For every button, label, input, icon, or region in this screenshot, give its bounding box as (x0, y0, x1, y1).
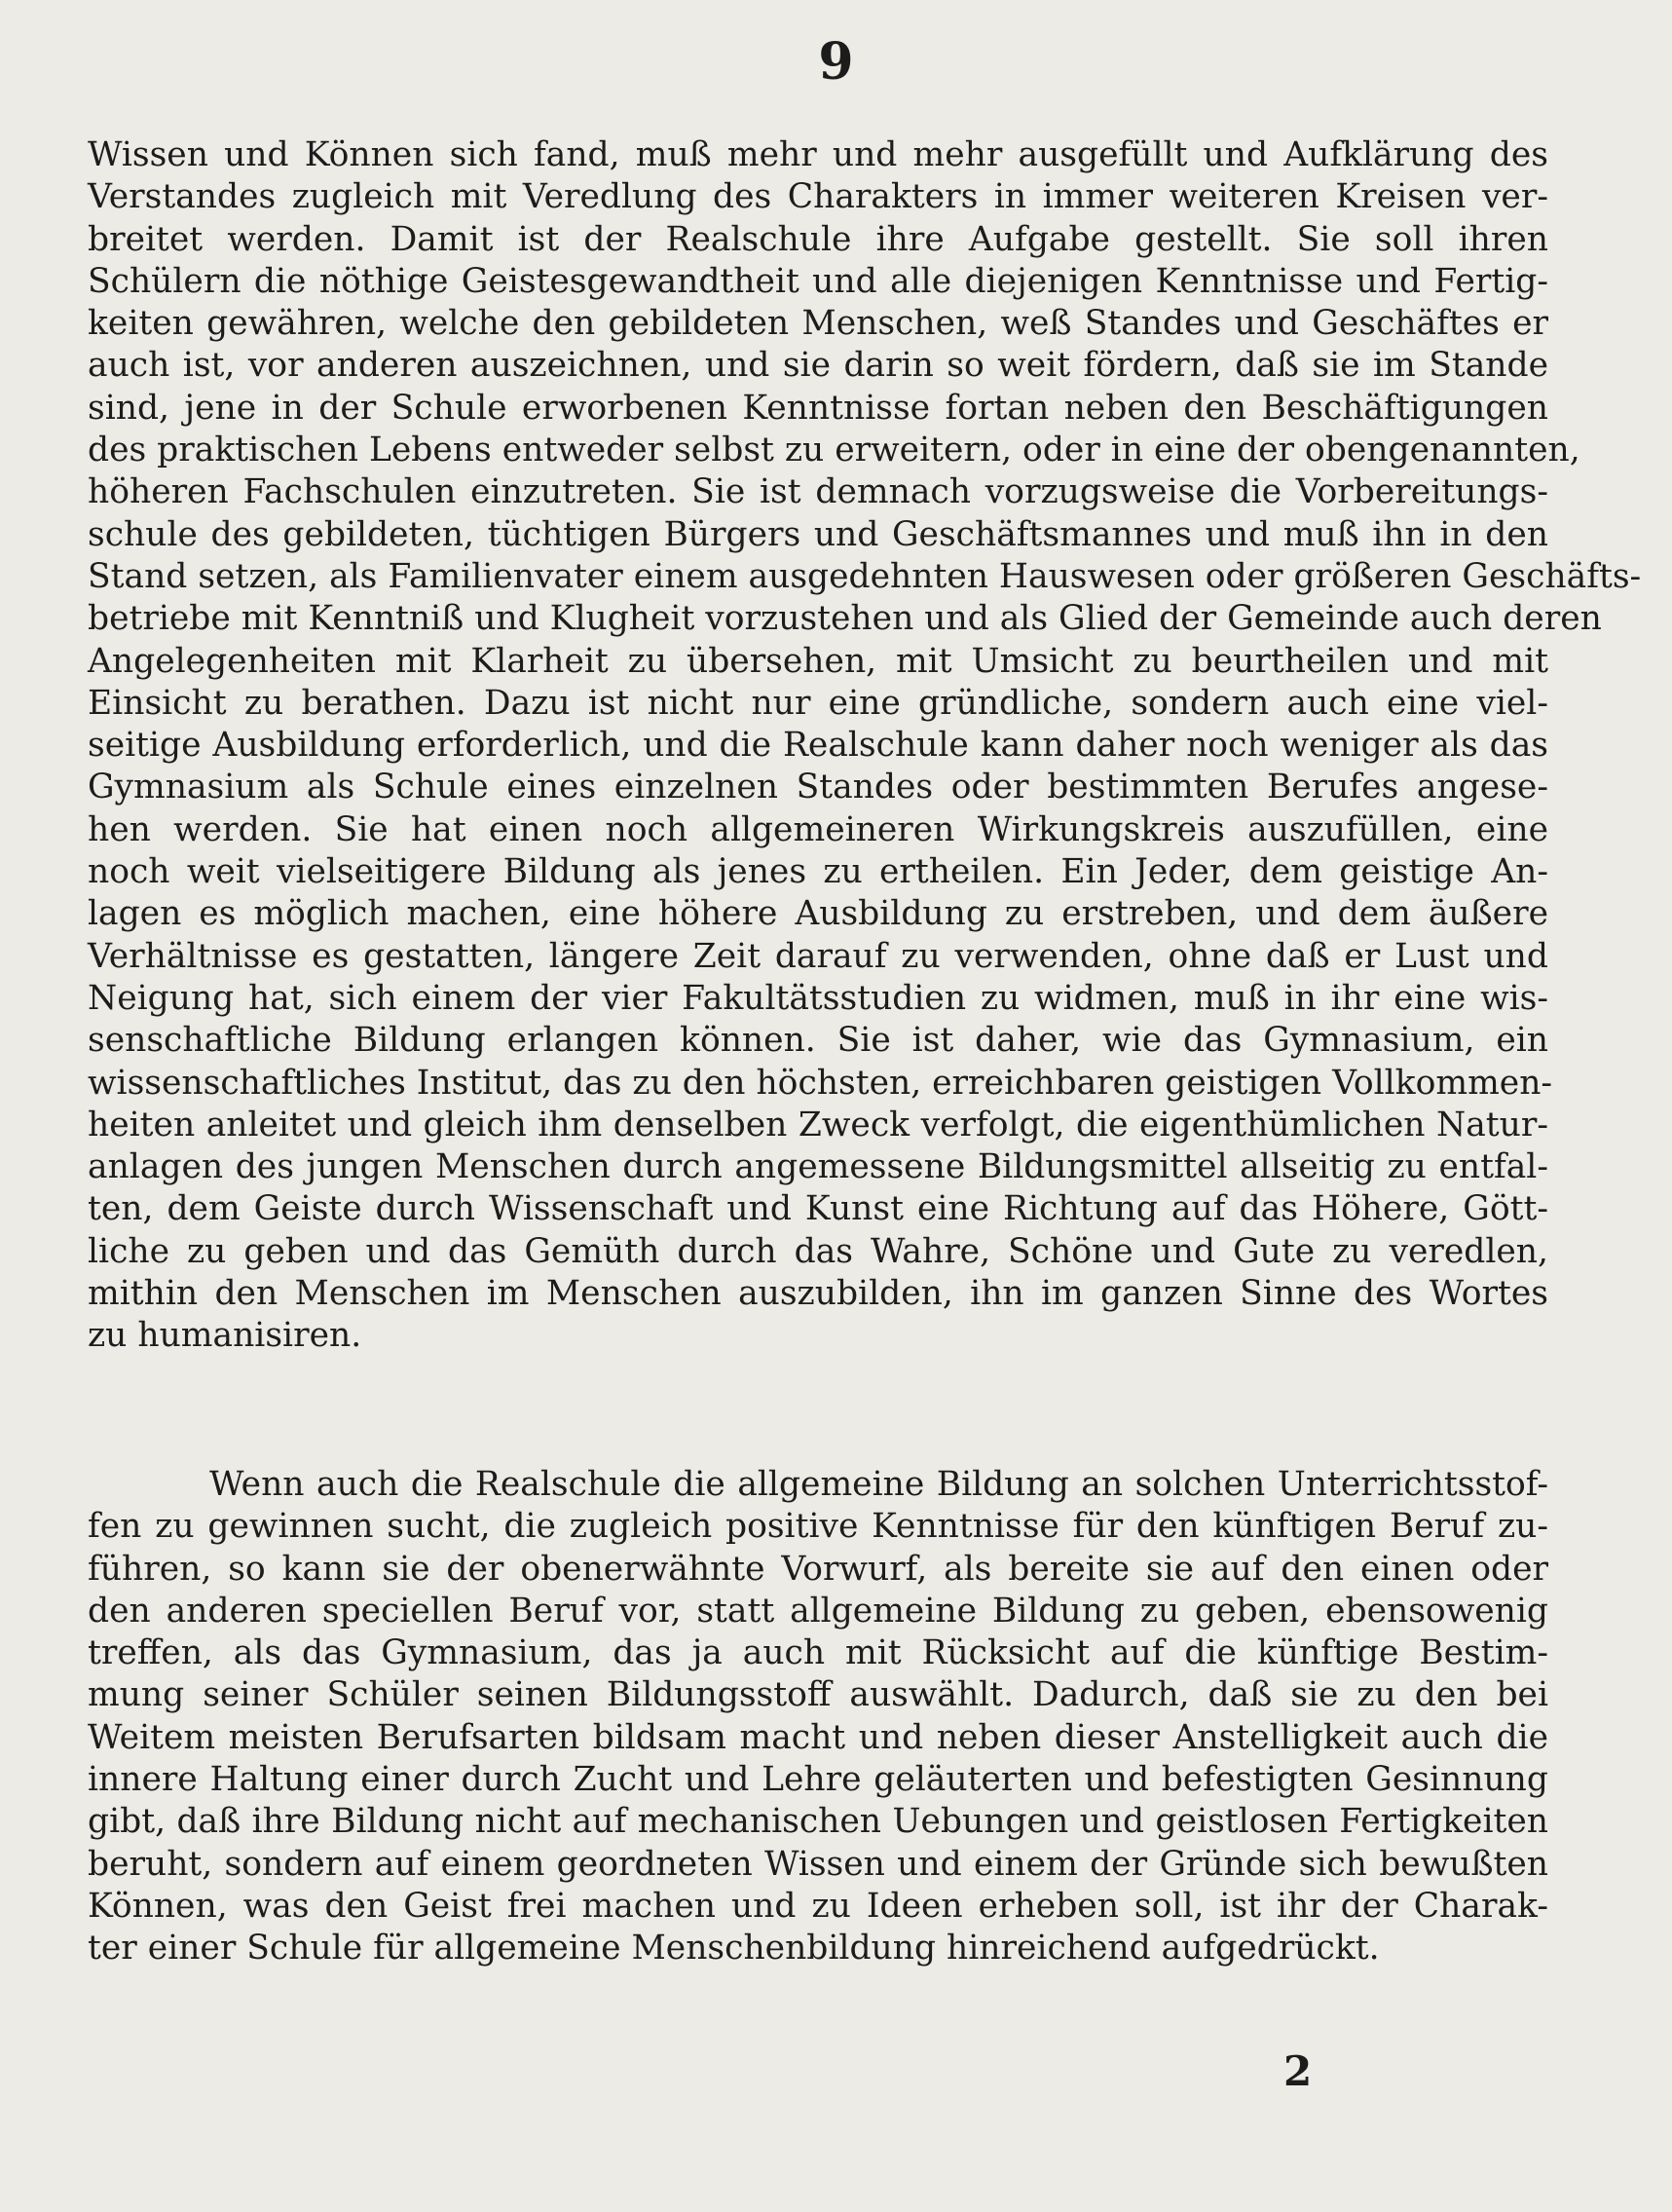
text-line: betriebe mit Kenntniß und Klugheit vorzustehen und als Glied der Gemeinde auch deren (88, 599, 1602, 639)
text-line: keiten gewähren, welche den gebildeten Menschen, weß Standes und Geschäftes er (88, 304, 1548, 344)
text-line: schule des gebildeten, tüchtigen Bürgers und Geschäftsmannes und muß ihn in den (88, 514, 1548, 554)
text-line: Wenn auch die Realschule die allgemeine Bildung an solchen Unterrichtsstof- (209, 1465, 1548, 1504)
text-line: wissenschaftliches Institut, das zu den höchsten, erreichbaren geistigen Vollkommen- (88, 1063, 1553, 1103)
text-line: mung seiner Schüler seinen Bildungsstoff auswählt. Dadurch, daß sie zu den bei (88, 1675, 1548, 1715)
text-line: hen werden. Sie hat einen noch allgemeineren Wirkungskreis auszufüllen, eine (88, 809, 1548, 849)
text-line: fen zu gewinnen sucht, die zugleich positive Kenntnisse für den künftigen Beruf zu- (88, 1507, 1548, 1547)
text-line: auch ist, vor anderen auszeichnen, und sie darin so weit fördern, daß sie im Stande (88, 346, 1548, 386)
text-line: Neigung hat, sich einem der vier Fakultätsstudien zu widmen, muß in ihr eine wis- (88, 978, 1548, 1018)
text-line: breitet werden. Damit ist der Realschule ihre Aufgabe gestellt. Sie soll ihren (88, 219, 1548, 259)
text-line: Können, was den Geist frei machen und zu Ideen erheben soll, ist ihr der Charak- (88, 1886, 1548, 1926)
text-line: Angelegenheiten mit Klarheit zu übersehen, mit Umsicht zu beurtheilen und mit (88, 641, 1548, 681)
text-line: mithin den Menschen im Menschen auszubilden, ihn im ganzen Sinne des Wortes (88, 1274, 1548, 1314)
text-line: innere Haltung einer durch Zucht und Lehre geläuterten und befestigten Gesinnung (88, 1760, 1548, 1800)
text-line: den anderen speciellen Beruf vor, statt allgemeine Bildung zu geben, ebensowenig (88, 1591, 1548, 1631)
text-line: Wissen und Können sich fand, muß mehr und mehr ausgefüllt und Aufklärung des (88, 135, 1548, 174)
text-line: höheren Fachschulen einzutreten. Sie ist demnach vorzugsweise die Vorbereitungs- (88, 472, 1548, 512)
text-line: lagen es möglich machen, eine höhere Ausbildung zu erstreben, und dem äußere (88, 894, 1548, 934)
text-line: Gymnasium als Schule eines einzelnen Standes oder bestimmten Berufes angese- (88, 768, 1548, 807)
text-line: gibt, daß ihre Bildung nicht auf mechanischen Uebungen und geistlosen Fertigkeiten (88, 1802, 1548, 1842)
text-line: Schülern die nöthige Geistesgewandtheit und alle diejenigen Kenntnisse und Fertig- (88, 261, 1548, 301)
paragraph-2 (88, 1464, 1548, 1970)
text-line: liche zu geben und das Gemüth durch das Wahre, Schöne und Gute zu veredlen, (88, 1231, 1548, 1271)
text-line: heiten anleitet und gleich ihm denselben Zweck verfolgt, die eigenthümlichen Natur- (88, 1105, 1548, 1144)
text-line: zu humanisiren. (88, 1316, 362, 1356)
text-line: sind, jene in der Schule erworbenen Kenntnisse fortan neben den Beschäftigungen (88, 388, 1548, 428)
signature-mark: 2 (1283, 2047, 1313, 2095)
text-line: Weitem meisten Berufsarten bildsam macht und neben dieser Anstelligkeit auch die (88, 1717, 1548, 1757)
paragraph-1 (88, 134, 1642, 1358)
text-line: beruht, sondern auf einem geordneten Wissen und einem der Gründe sich bewußten (88, 1844, 1548, 1884)
text-line: ter einer Schule für allgemeine Menschenbildung hinreichend aufgedrückt. (88, 1929, 1380, 1968)
text-line: senschaftliche Bildung erlangen können. Sie ist daher, wie das Gymnasium, ein (88, 1021, 1548, 1061)
text-line: Einsicht zu berathen. Dazu ist nicht nur eine gründliche, sondern auch eine viel- (88, 683, 1548, 723)
text-line: führen, so kann sie der obenerwähnte Vorwurf, als bereite sie auf den einen oder (88, 1549, 1548, 1589)
text-line: seitige Ausbildung erforderlich, und die Realschule kann daher noch weniger als das (88, 726, 1548, 766)
text-line: Stand setzen, als Familienvater einem ausgedehnten Hauswesen oder größeren Geschäfts- (88, 556, 1642, 596)
page-number: 9 (818, 32, 854, 92)
text-line: anlagen des jungen Menschen durch angemessene Bildungsmittel allseitig zu entfal- (88, 1147, 1548, 1187)
text-line: Verstandes zugleich mit Veredlung des Charakters in immer weiteren Kreisen ver- (88, 177, 1548, 217)
text-line: ten, dem Geiste durch Wissenschaft und Kunst eine Richtung auf das Höhere, Gött- (88, 1189, 1548, 1229)
text-line: noch weit vielseitigere Bildung als jenes zu ertheilen. Ein Jeder, dem geistige An- (88, 852, 1548, 892)
text-line: des praktischen Lebens entweder selbst zu erweitern, oder in eine der obengenannten, (88, 431, 1580, 470)
text-line: Verhältnisse es gestatten, längere Zeit darauf zu verwenden, ohne daß er Lust und (88, 936, 1548, 976)
text-line: treffen, als das Gymnasium, das ja auch mit Rücksicht auf die künftige Bestim- (88, 1633, 1548, 1673)
